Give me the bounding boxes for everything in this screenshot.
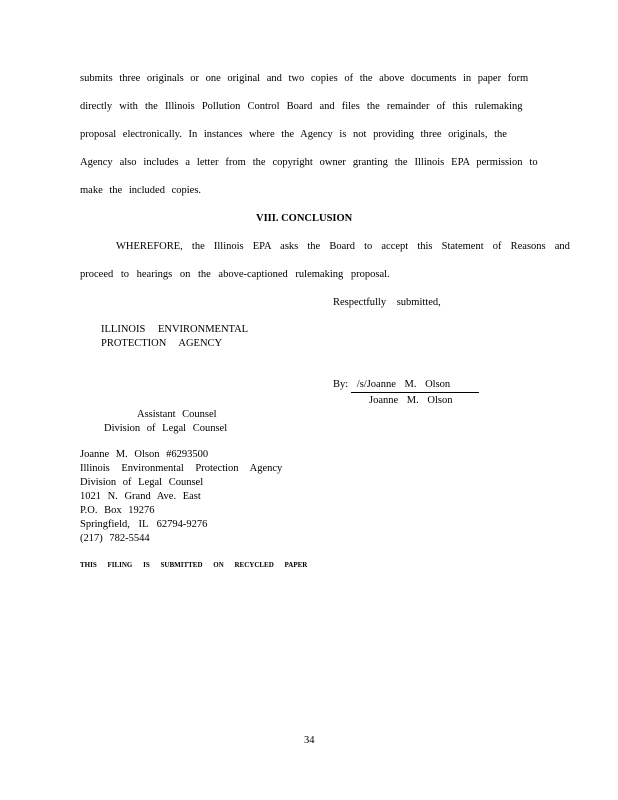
printed-name: Joanne M. Olson: [369, 395, 453, 406]
address-line: P.O. Box 19276: [80, 505, 155, 516]
signer-title: Assistant Counsel: [137, 409, 217, 420]
by-signature: By: /s/Joanne M. Olson: [333, 379, 451, 390]
address-line: Joanne M. Olson #6293500: [80, 449, 209, 460]
address-line: Illinois Environmental Protection Agency: [80, 463, 283, 474]
address-line: Division of Legal Counsel: [80, 477, 204, 488]
address-line: 1021 N. Grand Ave. East: [80, 491, 201, 502]
recycled-paper-note: THIS FILING IS SUBMITTED ON RECYCLED PAPER: [80, 561, 308, 569]
signature-line: [351, 392, 479, 393]
conclusion-line: WHEREFORE, the Illinois EPA asks the Board to accept this Statement of Reasons and: [116, 241, 570, 252]
agency-name-line1: ILLINOIS ENVIRONMENTAL: [101, 324, 249, 335]
body-line: submits three originals or one original and two copies of the above documents in paper form: [80, 73, 529, 84]
agency-name-line2: PROTECTION AGENCY: [101, 338, 223, 349]
page-number: 34: [304, 735, 315, 746]
address-line: Springfield, IL 62794-9276: [80, 519, 208, 530]
body-line: Agency also includes a letter from the copyright owner granting the Illinois EPA permission to: [80, 157, 538, 168]
signer-division: Division of Legal Counsel: [104, 423, 228, 434]
section-heading: VIII. CONCLUSION: [256, 213, 353, 224]
closing: Respectfully submitted,: [333, 297, 441, 308]
body-line: directly with the Illinois Pollution Control Board and files the remainder of this rulemaking: [80, 101, 523, 112]
conclusion-line: proceed to hearings on the above-captioned rulemaking proposal.: [80, 269, 390, 280]
body-line: make the included copies.: [80, 185, 202, 196]
body-line: proposal electronically. In instances where the Agency is not providing three originals, the: [80, 129, 507, 140]
address-line: (217) 782-5544: [80, 533, 150, 544]
